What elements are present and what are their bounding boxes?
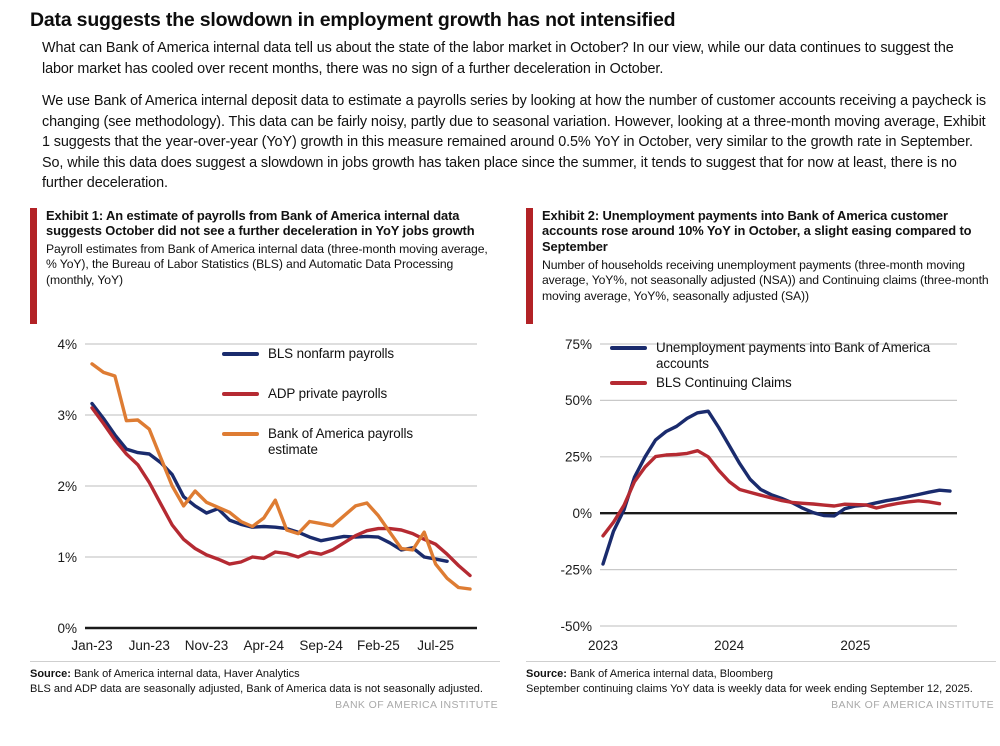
exhibit-1 — [30, 208, 500, 712]
source-text: Bank of America internal data, Bloomberg — [569, 667, 773, 680]
svg-text:Jan-23: Jan-23 — [71, 637, 113, 653]
institute-footer: BANK OF AMERICA INSTITUTE — [335, 699, 498, 712]
svg-text:0%: 0% — [572, 505, 592, 521]
svg-text:Feb-25: Feb-25 — [356, 637, 400, 653]
svg-text:Apr-24: Apr-24 — [243, 637, 285, 653]
svg-text:25%: 25% — [564, 449, 592, 465]
legend-swatch — [222, 392, 259, 396]
exhibit-2 — [526, 208, 996, 712]
divider — [526, 661, 996, 662]
svg-text:Sep-24: Sep-24 — [299, 637, 343, 653]
source-label: Source: — [30, 667, 71, 680]
legend-label: Bank of America payrolls estimate — [268, 425, 413, 457]
legend-label: BLS nonfarm payrolls — [268, 345, 395, 361]
exhibit-accent-bar — [526, 208, 533, 324]
legend-item — [222, 346, 440, 362]
analysis-paragraph: We use Bank of America internal deposit data to estimate a payrolls series by looking at how the number of customer accounts receiving a paycheck is changing (see methodology). This data can be fairly noisy, partly due to seasonal variation. However, looking at a three-month moving average, Exhibit 1 suggests that the year-over-year (YoY) growth in this measure remained around 0.5% YoY in October, very similar to the growth rate in September. So, while this data does suggest a slowdown in jobs growth has taken place since the summer, it tends to suggest that for now at least, there is no further deceleration. — [42, 93, 987, 192]
svg-text:Jun-23: Jun-23 — [128, 637, 170, 653]
legend-item — [222, 386, 440, 402]
payrolls-chart-legend — [222, 346, 440, 482]
exhibit-1-header — [30, 208, 500, 324]
svg-text:3%: 3% — [57, 407, 77, 423]
svg-text:1%: 1% — [57, 549, 77, 565]
legend-swatch — [610, 346, 647, 350]
intro-paragraph: What can Bank of America internal data tell us about the state of the labor market in October? In our view, while our data continues to suggest the labor market has cooled over recent months, there was no sign of a further deceleration in October. — [42, 40, 954, 77]
svg-text:Jul-25: Jul-25 — [417, 637, 455, 653]
payrolls-chart — [30, 332, 500, 654]
legend-swatch — [222, 352, 259, 356]
source-line — [30, 667, 500, 682]
legend-label: Unemployment payments into Bank of America accounts — [656, 339, 931, 371]
legend-label: ADP private payrolls — [268, 385, 388, 401]
exhibit-accent-bar — [30, 208, 37, 324]
legend-swatch — [610, 381, 647, 385]
unemployment-chart-legend — [610, 340, 968, 394]
legend-item — [610, 375, 968, 391]
svg-text:Nov-23: Nov-23 — [184, 637, 229, 653]
exhibit-1-title: Exhibit 1: An estimate of payrolls from Bank of America internal data suggests October did not see a further deceleration in YoY jobs growth — [46, 207, 475, 239]
exhibit-2-subtitle: Number of households receiving unemployment payments (three-month moving average, YoY%, not seasonally adjusted (NSA)) and Continuing claims (three-month moving average, YoY%, seasonally adjusted (SA)) — [542, 257, 989, 303]
source-label: Source: — [526, 667, 567, 680]
institute-footer: BANK OF AMERICA INSTITUTE — [831, 699, 994, 712]
svg-text:2024: 2024 — [714, 637, 745, 653]
svg-text:-25%: -25% — [560, 561, 592, 577]
svg-text:2025: 2025 — [840, 637, 871, 653]
svg-text:-50%: -50% — [560, 618, 592, 634]
exhibits-row — [30, 207, 994, 712]
svg-text:4%: 4% — [57, 336, 77, 352]
legend-item — [222, 426, 440, 458]
legend-swatch — [222, 432, 259, 436]
exhibit-2-header — [526, 208, 996, 324]
note-line: BLS and ADP data are seasonally adjusted, Bank of America data is not seasonally adjusted. — [30, 682, 483, 695]
legend-item — [610, 340, 968, 372]
svg-text:50%: 50% — [564, 392, 592, 408]
svg-text:2%: 2% — [57, 478, 77, 494]
page-title: Data suggests the slowdown in employment growth has not intensified — [30, 9, 676, 31]
note-line: September continuing claims YoY data is weekly data for week ending September 12, 2025. — [526, 682, 973, 695]
svg-text:0%: 0% — [57, 620, 77, 636]
exhibit-1-subtitle: Payroll estimates from Bank of America internal data (three-month moving average, % YoY), the Bureau of Labor Statistics (BLS) and Automatic Data Processing (monthly, YoY) — [46, 242, 488, 287]
svg-text:75%: 75% — [564, 336, 592, 352]
unemployment-chart — [526, 332, 996, 654]
exhibit-2-title: Exhibit 2: Unemployment payments into Bank of America customer accounts rose around 10% YoY in October, a slight easing compared to September — [542, 207, 972, 255]
legend-label: BLS Continuing Claims — [656, 374, 792, 390]
source-line — [526, 667, 996, 682]
source-text: Bank of America internal data, Haver Analytics — [73, 667, 300, 680]
svg-text:2023: 2023 — [587, 637, 619, 653]
divider — [30, 661, 500, 662]
